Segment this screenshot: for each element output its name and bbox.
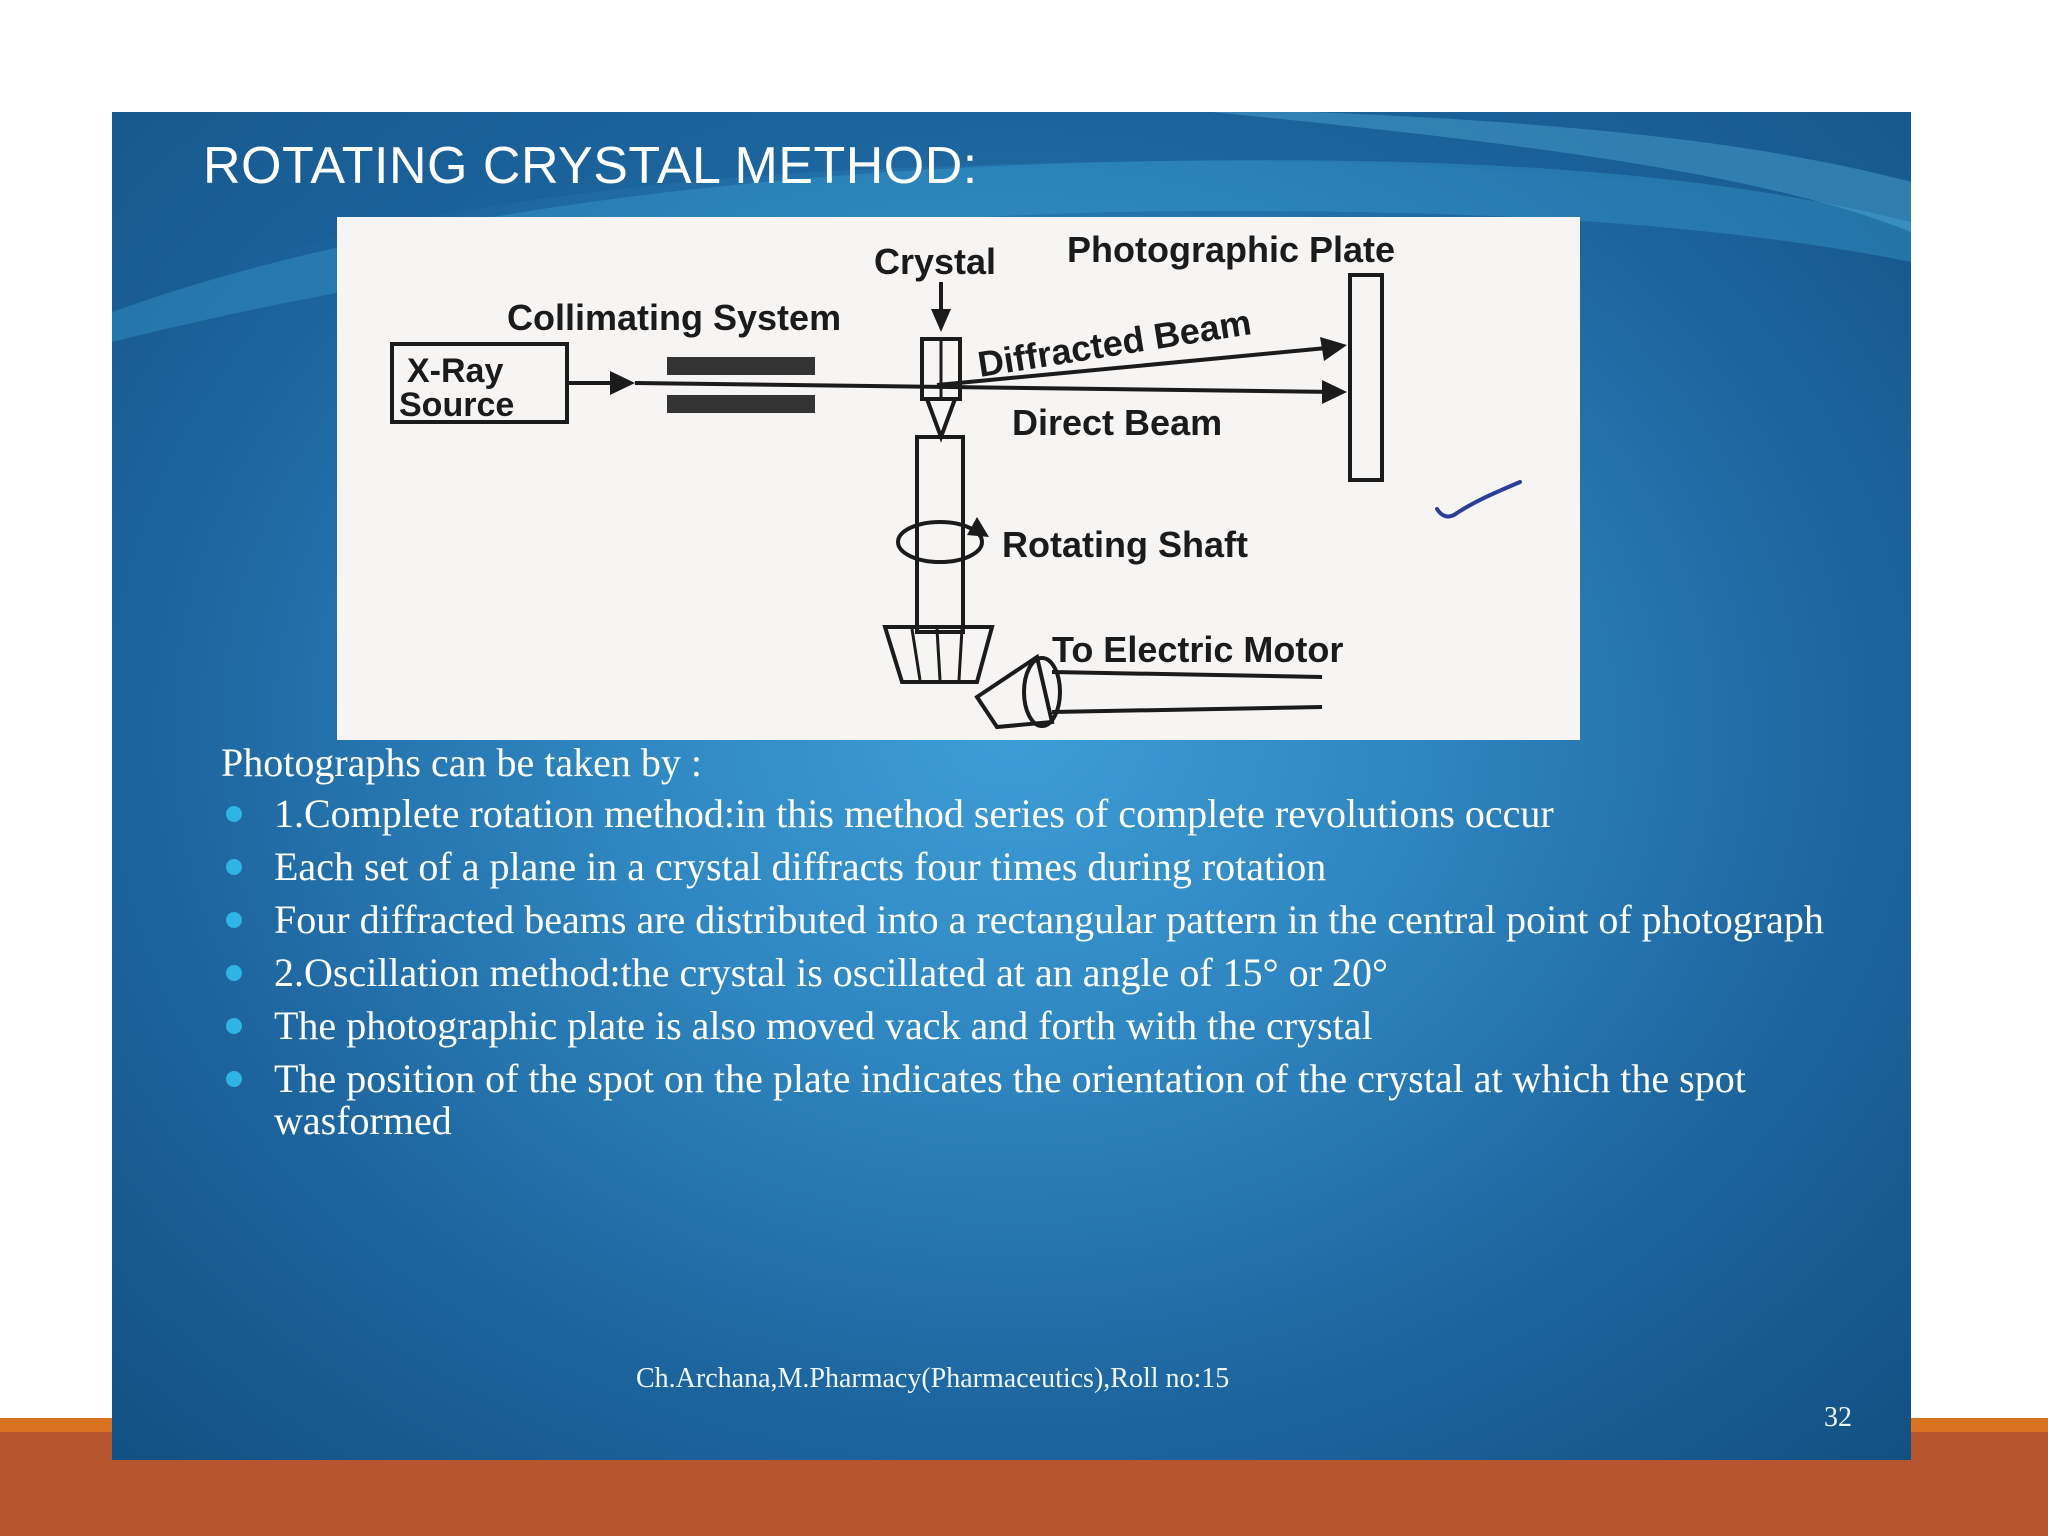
collimator-upper — [667, 357, 815, 375]
list-item-text: 2.Oscillation method:the crystal is oscillated at an angle of 15° or 20° — [274, 950, 1388, 995]
electric-motor-label: To Electric Motor — [1052, 629, 1344, 670]
rotation-loop — [898, 522, 982, 562]
list-item-text: 1.Complete rotation method:in this method series of complete revolutions occur — [274, 791, 1554, 836]
rotating-shaft-label: Rotating Shaft — [1002, 524, 1248, 565]
intro-text: Photographs can be taken by : — [221, 740, 702, 785]
list-item-text: The photographic plate is also moved vack and forth with the crystal — [274, 1003, 1373, 1048]
check-mark-icon — [1437, 482, 1520, 516]
bullet-icon — [226, 806, 242, 822]
diagram-figure — [337, 217, 1580, 740]
list-item-text: Each set of a plane in a crystal diffracts four times during rotation — [274, 844, 1327, 889]
slide-body — [221, 742, 1841, 1153]
direct-beam-line — [635, 383, 1337, 392]
gear-tooth — [912, 629, 920, 680]
bullet-icon — [226, 859, 242, 875]
motor-shaft-bottom — [1052, 707, 1322, 712]
photographic-plate-label: Photographic Plate — [1067, 229, 1396, 270]
beam-arrow — [610, 371, 635, 395]
rotating-shaft — [917, 437, 963, 632]
collimating-system-label: Collimating System — [507, 297, 842, 338]
list-item — [221, 952, 1841, 994]
collimator-lower — [667, 395, 815, 413]
direct-beam-arrow — [1322, 380, 1347, 404]
crystal-label: Crystal — [874, 241, 997, 282]
slide — [112, 112, 1911, 1460]
diffracted-beam-label: Diffracted Beam — [974, 301, 1254, 385]
gear-tooth — [959, 629, 962, 680]
bullet-icon — [226, 1018, 242, 1034]
list-item — [221, 846, 1841, 888]
list-item-text: The position of the spot on the plate indicates the orientation of the crystal at which the spot wasformed — [274, 1056, 1746, 1143]
list-item — [221, 1005, 1841, 1047]
direct-beam-label: Direct Beam — [1012, 402, 1223, 443]
bullet-icon — [226, 965, 242, 981]
crystal-cone — [927, 399, 955, 437]
list-item — [221, 1058, 1841, 1142]
bullet-icon — [226, 912, 242, 928]
footer-author: Ch.Archana,M.Pharmacy(Pharmaceutics),Roll no:15 — [636, 1363, 1230, 1394]
xray-label: X-Ray — [407, 352, 504, 390]
bullet-icon — [226, 1071, 242, 1087]
slide-title: ROTATING CRYSTAL METHOD: — [203, 137, 978, 195]
list-item — [221, 899, 1841, 941]
source-label: Source — [399, 386, 515, 424]
list-item-text: Four diffracted beams are distributed into a rectangular pattern in the central point of photograph — [274, 897, 1824, 942]
crystal-pointer-arrow — [931, 309, 951, 332]
gear-tooth — [937, 629, 940, 680]
diffracted-beam-arrow — [1320, 337, 1347, 361]
motor-shaft-top — [1052, 672, 1322, 677]
motor-gear — [977, 657, 1052, 727]
page-number: 32 — [1824, 1402, 1852, 1433]
photographic-plate — [1350, 275, 1382, 480]
bullet-list — [221, 793, 1841, 1142]
rotating-crystal-diagram — [337, 217, 1580, 740]
list-item — [221, 793, 1841, 835]
